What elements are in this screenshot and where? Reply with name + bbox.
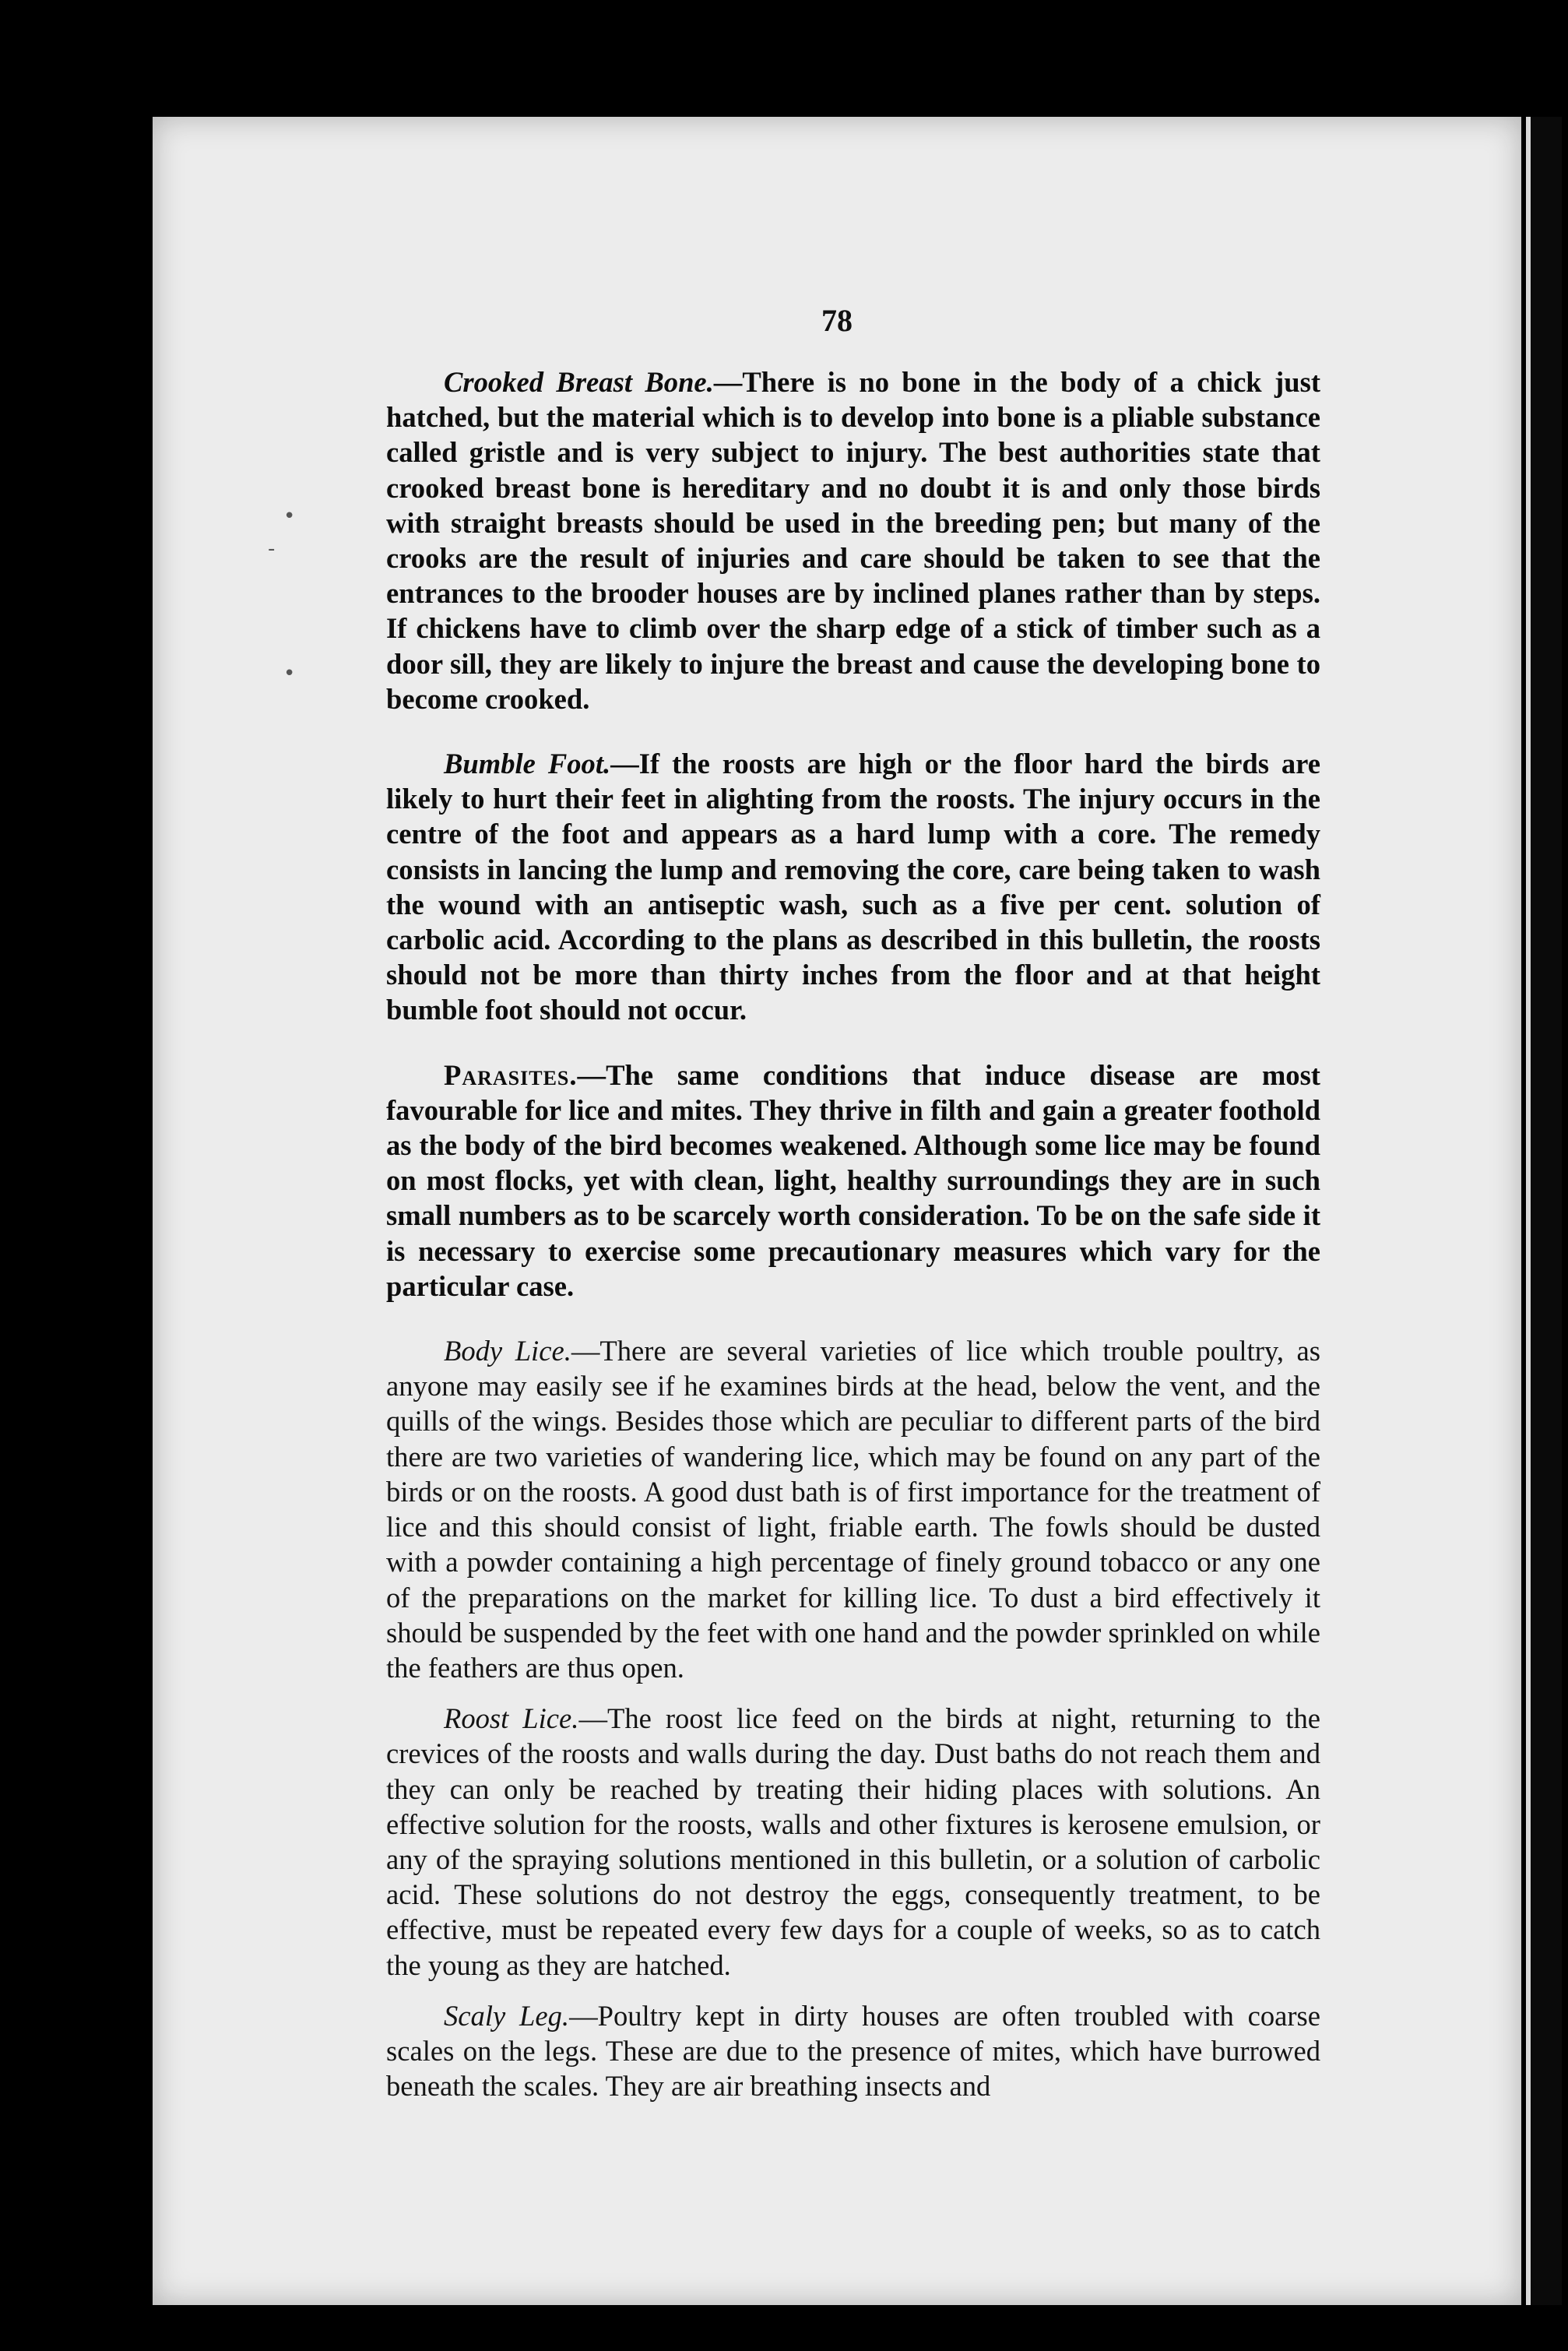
margin-speck: • (283, 505, 296, 528)
section-heading: Crooked Breast Bone. (444, 366, 714, 398)
section-heading: Parasites. (444, 1058, 578, 1091)
paragraph-body: —Poultry kept in dirty houses are often troubled with coarse scales on the legs. These are due to the presence of mites, which have burrowed beneath the scales. They are air breathing insects and (386, 1999, 1321, 2103)
paragraph-body: —The same conditions that induce disease are most favourable for lice and mites. They thrive in filth and gain a greater foothold as the body of the bird becomes weakened. Although some lice may be found on most flocks, yet with clean, light, healthy surroundings they are in such small numbers as to be scarcely worth consideration. To be on the safe side it is necessary to exercise some precautionary measures which vary for the particular case. (386, 1058, 1320, 1302)
paragraph-parasites (386, 1058, 1320, 1304)
book-page (153, 117, 1521, 2305)
paragraph-body: —There are several varieties of lice which trouble poultry, as anyone may easily see if he examines birds at the head, below the vent, and the quills of the wings. Besides those which are peculiar to different parts of the bird there are two varieties of wandering lice, which may be found on any part of the birds or on the roosts. A good dust bath is of first importance for the treatment of lice and this should consist of light, friable earth. The fowls should be dusted with a powder containing a high percentage of finely ground tobacco or any one of the preparations on the market for killing lice. To dust a bird effectively it should be suspended by the feet with one hand and the powder sprinkled on while the feathers are thus open. (386, 1335, 1321, 1684)
paragraph-roost-lice (386, 1701, 1320, 1983)
paragraph-body: —The roost lice feed on the birds at night, returning to the crevices of the roosts and walls during the day. Dust baths do not reach them and they can only be reached by treating their hiding places with solutions. An effective solution for the roosts, walls and other fixtures is kerosene emulsion, or any of the spraying solutions mentioned in this bulletin, or a solution of carbolic acid. These solutions do not destroy the eggs, consequently treatment, to be effective, must be repeated every few days for a couple of weeks, so as to catch the young as they are hatched. (386, 1702, 1320, 1981)
paragraph-bumble-foot (386, 746, 1320, 1028)
paragraph-scaly-leg (386, 1998, 1320, 2104)
page-number: 78 (821, 303, 853, 338)
paragraph-body-lice (386, 1333, 1320, 1685)
section-heading: Bumble Foot. (444, 748, 611, 780)
paragraph-body: —If the roosts are high or the floor hard the birds are likely to hurt their feet in alighting from the roosts. The injury occurs in the centre of the foot and appears as a hard lump with a core. The remedy consists in lancing the lump and removing the core, care being taken to wash the wound with an antiseptic wash, such as a five per cent. solution of carbolic acid. According to the plans as described in this bulletin, the roosts should not be more than thirty inches from the floor and at that height bumble foot should not occur. (386, 748, 1320, 1026)
section-heading: Roost Lice. (444, 1702, 579, 1735)
margin-speck: - (268, 537, 276, 561)
body-text (386, 364, 1320, 2103)
section-heading: Body Lice. (444, 1335, 571, 1367)
margin-speck: • (283, 662, 296, 685)
adjacent-page-edge (1526, 117, 1562, 2305)
paragraph-crooked-breast-bone (386, 364, 1320, 716)
paragraph-body: —There is no bone in the body of a chick just hatched, but the material which is to develop into bone is a pliable substance called gristle and is very subject to injury. The best authorities state that crooked breast bone is hereditary and no doubt it is and only those birds with straight breasts should be used in the breeding pen; but many of the crooks are the result of injuries and care should be taken to see that the entrances to the brooder houses are by inclined planes rather than by steps. If chickens have to climb over the sharp edge of a stick of timber such as a door sill, they are likely to injure the breast and cause the developing bone to become crooked. (386, 366, 1320, 715)
section-heading: Scaly Leg. (444, 1999, 570, 2032)
